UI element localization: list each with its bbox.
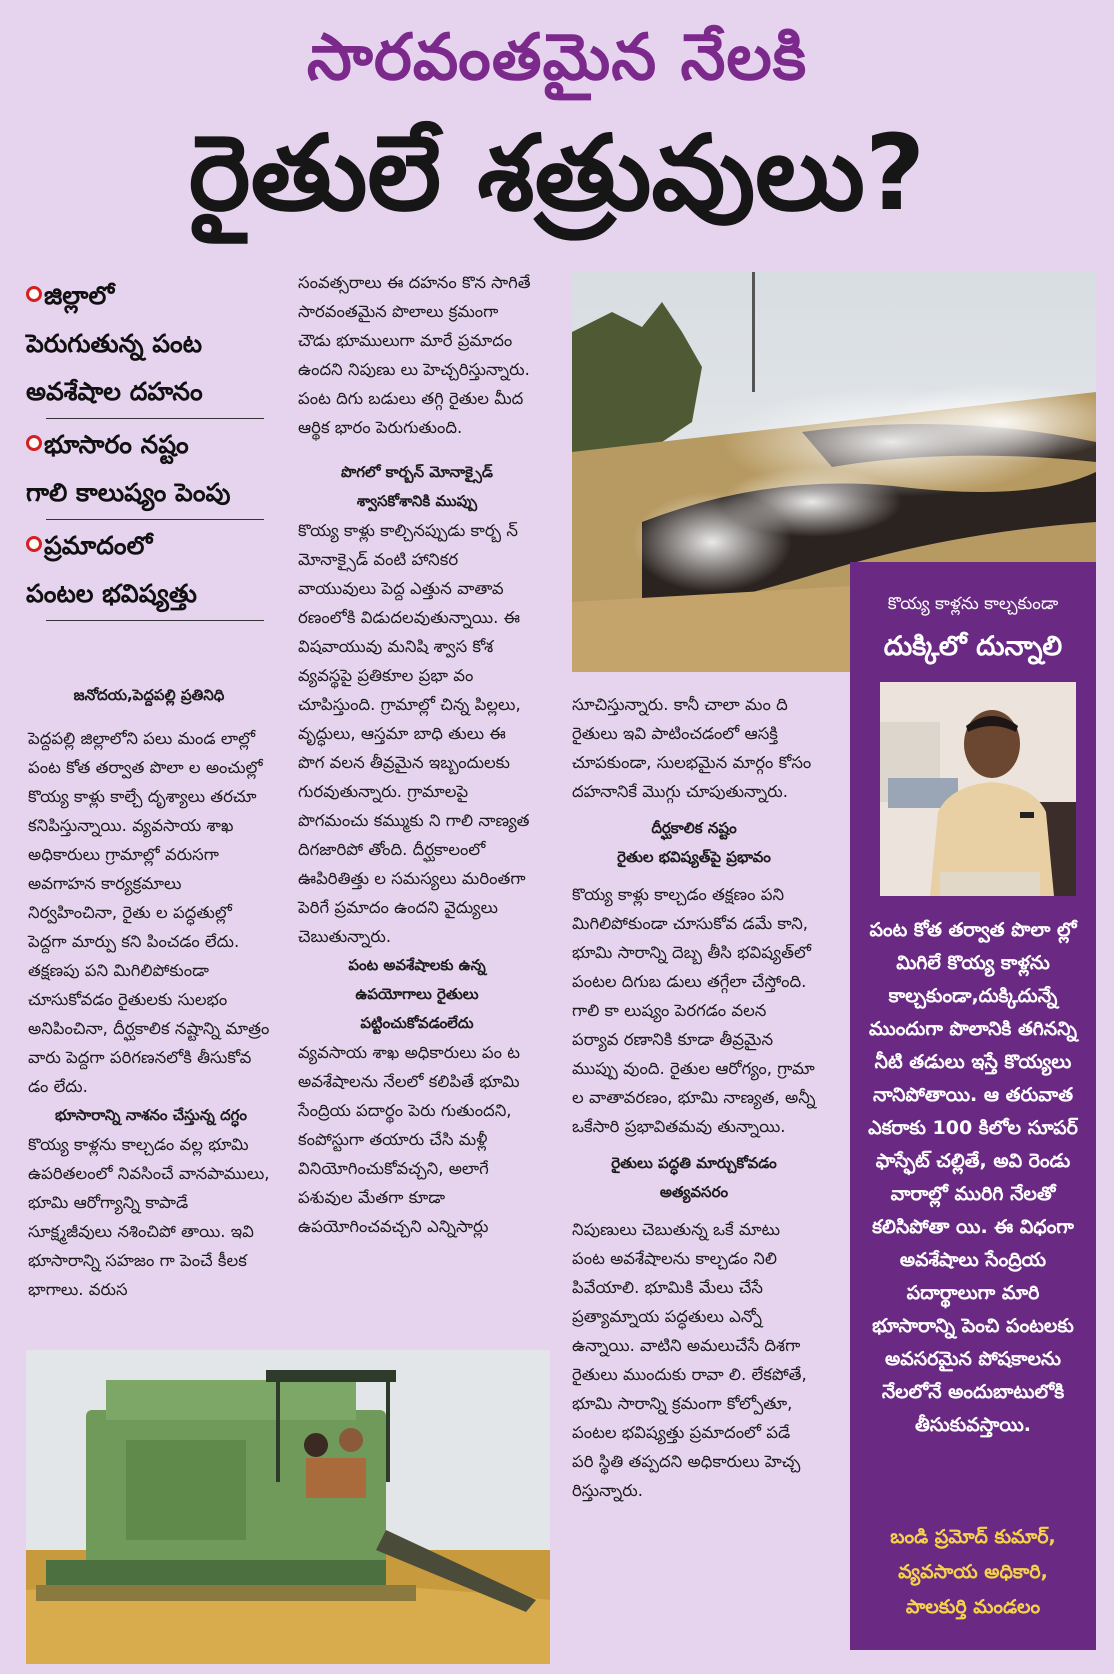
- paragraph: కొయ్య కాళ్లు కాల్చడం తక్షణం పని మిగిలిపోకుండా చూసుకోవ డమే కాని, భూమి సారాన్ని దెబ్బ తీసి భవిష్యత్‌లో పంటల దిగుబ డులు తగ్గేలా చేస్తోంది. గాలి కా లుష్యం పెరగడం వలన పర్యావ రణానికి కూడా తీవ్రమైన ముప్పు వుంది. రైతుల ఆరోగ్యం, గ్రామా ల వాతావరణం, భూమి నాణ్యత, అన్నీ ఒకేసారి ప్రభావితమవు తున్నాయి.: [572, 885, 816, 1136]
- credit-place: పాలకుర్తి మండలం: [905, 1596, 1041, 1618]
- combine-harvester-illustration: [26, 1350, 550, 1664]
- expert-portrait-photo: [880, 682, 1076, 896]
- highlights-list: [26, 272, 272, 623]
- red-circle-bullet-icon: [26, 536, 42, 552]
- subheading: భూసారాన్ని నాశనం చేస్తున్న దగ్ధం: [54, 1106, 248, 1124]
- subheading: శ్వాసకోశానికి ముప్పు: [356, 492, 478, 510]
- sidebar-kicker: కొయ్య కాళ్లను కాల్చకుండా: [887, 594, 1059, 614]
- subheading: రైతుల భవిష్యత్‌పై ప్రభావం: [617, 848, 771, 866]
- highlight-divider: [46, 519, 264, 520]
- highlight-3-line-1: ప్రమాదంలో: [26, 522, 272, 570]
- paragraph: నిపుణులు చెబుతున్న ఒకే మాటు పంట అవశేషాలను కాల్చడం నిలి పివేయాలి. భూమికి మేలు చేసే ప్రత్యామ్నాయ పద్ధతులు ఎన్నో ఉన్నాయి. వాటిని అమలుచేసే దిశగా రైతులు ముందుకు రావా లి. లేకపోతే, భూమి సారాన్ని క్రమంగా కోల్పోతూ, పంటల భవిష్యత్తు ప్రమాదంలో పడే పరి స్థితి తప్పదని అధికారులు హెచ్చ రిస్తున్నారు.: [572, 1220, 807, 1500]
- byline: జనోదయ,పెద్దపల్లి ప్రతినిధి: [73, 686, 225, 704]
- subheading: అత్యవసరం: [659, 1183, 729, 1201]
- credit-role: వ్యవసాయ అధికారి,: [898, 1561, 1048, 1583]
- paragraph: సంవత్సరాలు ఈ దహనం కొన సాగితే సారవంతమైన పొలాలు క్రమంగా చౌడు భూములుగా మారే ప్రమాదం ఉందని నిపుణు లు హెచ్చరిస్తున్నారు. పంట దిగు బడులు తగ్గి రైతుల మీద ఆర్థిక భారం పెరుగుతుంది.: [298, 273, 531, 437]
- red-circle-bullet-icon: [26, 286, 42, 302]
- subheading: పట్టించుకోవడంలేదు: [360, 1014, 474, 1032]
- highlight-3-line-2: పంటల భవిష్యత్తు: [26, 579, 197, 608]
- harvester-photo: [26, 1350, 550, 1664]
- subheading: పంట అవశేషాలకు ఉన్న: [348, 956, 486, 974]
- paragraph: కొయ్య కాళ్లు కాల్చినప్పుడు కార్బ న్ మోనాక్సైడ్ వంటి హానికర వాయువులు పెద్ద ఎత్తున వాతావ రణంలోకి విడుదలవుతున్నాయి. ఈ విషవాయువు మనిషి శ్వాస కోశ వ్యవస్థపై ప్రతికూల ప్రభా వం చూపిస్తుంది. గ్రామాల్లో చిన్న పిల్లలు, వృద్ధులు, ఆస్తమా బాధి తులు ఈ పొగ వలన తీవ్రమైన ఇబ్బందులకు గురవుతున్నారు. గ్రామాలపై పొగమంచు కమ్ముకు ని గాలి నాణ్యత దిగజారిపో తోంది. దీర్ఘకాలంలో ఊపిరితిత్తు ల సమస్యలు మరింతగా పెరిగే ప్రమాదం ఉందని వైద్యులు చెబుతున్నారు.: [298, 521, 530, 946]
- subheading: ఉపయోగాలు రైతులు: [355, 985, 479, 1003]
- sidebar-title: దుక్కిలో దున్నాలి: [883, 631, 1063, 662]
- person-portrait-illustration: [880, 682, 1076, 896]
- headline-line-2: రైతులే శత్రువులు?: [188, 112, 926, 234]
- sidebar-expert-box: [850, 562, 1096, 1650]
- paragraph: సూచిస్తున్నారు. కానీ చాలా మం ది రైతులు ఇవి పాటించడంలో ఆసక్తి చూపకుండా, సులభమైన మార్గం కోసం దహనానికే మొగ్గు చూపుతున్నారు.: [572, 695, 812, 801]
- subheading: పొగలో కార్బన్ మోనాక్సైడ్: [340, 463, 493, 481]
- headline-line-1: సారవంతమైన నేలకి: [306, 21, 808, 95]
- article-column-1: [28, 724, 274, 1304]
- sidebar-body-text: పంట కోత తర్వాత పొలా ల్లో మిగిలే కొయ్య కాళ్లను కాల్చకుండా,దుక్కిదున్నే ముందుగా పొలానికి తగినన్ని నీటి తడులు ఇస్తే కొయ్యలు నానిపోతాయి. ఆ తరువాత ఎకరాకు 100 కిలోల సూపర్ ఫాస్ఫేట్ చల్లితే, అవి రెండు వారాల్లో మురిగి నేలతో కలిసిపోతా యి. ఈ విధంగా అవశేషాలు సేంద్రియ పదార్థాలుగా మారి భూసారాన్ని పెంచి పంటలకు అవసరమైన పోషకాలను నేలలోనే అందుబాటులోకి తీసుకువస్తాయి.: [868, 919, 1078, 1436]
- paragraph: పెద్దపల్లి జిల్లాలోని పలు మండ లాల్లో పంట కోత తర్వాత పొలా ల అంచుల్లో కొయ్య కాళ్లు కాల్చే దృశ్యాలు తరచూ కనిపిస్తున్నాయి. వ్యవసాయ శాఖ అధికారులు గ్రామాల్లో వరుసగా అవగాహన కార్యక్రమాలు నిర్వహించినా, రైతు ల పద్ధతుల్లో పెద్దగా మార్పు కని పించడం లేదు. తక్షణపు పని మిగిలిపోకుండా చూసుకోవడం రైతులకు సులభం అనిపించినా, దీర్ఘకాలిక నష్టాన్ని మాత్రం వారు పెద్దగా పరిగణనలోకి తీసుకోవ డం లేదు.: [28, 729, 270, 1096]
- article-column-3: [572, 690, 816, 1505]
- highlight-divider: [46, 418, 264, 419]
- highlight-1-line-1: జిల్లాలో: [26, 272, 272, 320]
- sidebar-credit: [860, 1520, 1086, 1625]
- highlight-2-line-1: భూసారం నష్టం: [26, 421, 272, 469]
- highlight-1-line-3: అవశేషాల దహనం: [26, 377, 203, 406]
- credit-name: బండి ప్రమోద్ కుమార్,: [890, 1526, 1056, 1548]
- subheading: దీర్ఘకాలిక నష్టం: [651, 819, 737, 837]
- highlight-divider: [46, 620, 264, 621]
- red-circle-bullet-icon: [26, 435, 42, 451]
- article-column-2: [298, 268, 536, 1241]
- paragraph: కొయ్య కాళ్లను కాల్చడం వల్ల భూమి ఉపరితలంలో నివసించే వానపాములు, భూమి ఆరోగ్యాన్ని కాపాడే సూక్ష్మజీవులు నశించిపో తాయి. ఇవి భూసారాన్ని సహజం గా పెంచే కీలక భాగాలు. వరుస: [28, 1135, 270, 1299]
- highlight-1-line-2: పెరుగుతున్న పంట: [26, 329, 203, 358]
- subheading: రైతులు పద్ధతి మార్చుకోవడం: [611, 1154, 777, 1172]
- paragraph: వ్యవసాయ శాఖ అధికారులు పం ట అవశేషాలను నేలలో కలిపితే భూమి సేంద్రియ పదార్థం పెరు గుతుందని, కంపోస్టుగా తయారు చేసి మళ్లీ వినియోగించుకోవచ్చని, అలాగే పశువుల మేతగా కూడా ఉపయోగించవచ్చని ఎన్నిసార్లు: [298, 1043, 520, 1236]
- highlight-2-line-2: గాలి కాలుష్యం పెంపు: [26, 478, 231, 507]
